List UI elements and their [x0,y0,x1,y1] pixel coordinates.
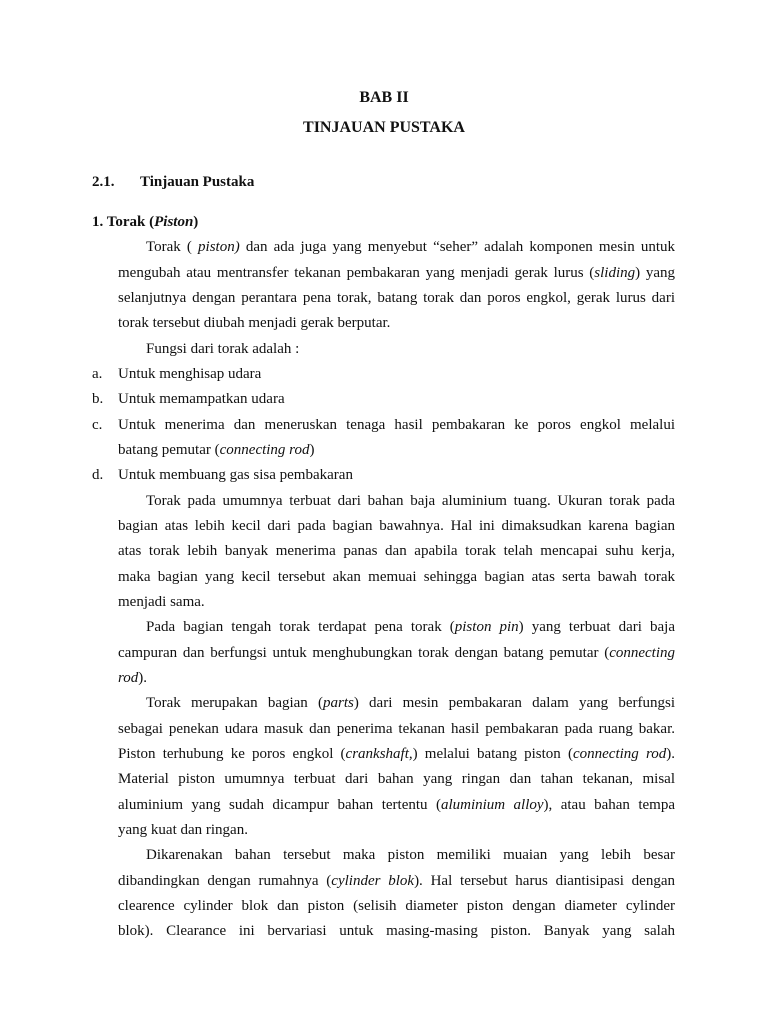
paragraph-line: selanjutnya dengan perantara pena torak, batang torak dan poros engkol, gerak lurus dari [118,290,675,306]
paragraph-line: aluminium yang sudah dicampur bahan tertentu (aluminium alloy), atau bahan tempa [118,797,675,813]
list-item: Untuk membuang gas sisa pembakaran [118,467,353,483]
list-marker: b. [92,391,104,407]
paragraph-line: Pada bagian tengah torak terdapat pena torak (piston pin) yang terbuat dari baja [146,619,675,635]
paragraph-line: yang kuat dan ringan. [118,822,248,838]
paragraph-line: dibandingkan dengan rumahnya (cylinder blok). Hal tersebut harus diantisipasi dengan [118,873,675,889]
section-number: 2.1. [92,174,115,190]
chapter-heading: BAB II [359,89,409,106]
paragraph-line: Torak ( piston) dan ada juga yang menyebut “seher” adalah komponen mesin untuk [146,239,675,255]
list-marker: a. [92,366,103,382]
list-item: Untuk menerima dan meneruskan tenaga hasil pembakaran ke poros engkol melalui [118,417,675,433]
subsection-heading: 1. Torak (Piston) [92,214,199,230]
chapter-title: TINJAUAN PUSTAKA [303,119,465,136]
list-marker: d. [92,467,104,483]
list-item-continuation: batang pemutar (connecting rod) [118,442,315,458]
paragraph-line: Piston terhubung ke poros engkol (crankshaft,) melalui batang piston (connecting rod). [118,746,675,762]
subsection-number: 1. [92,214,104,230]
paragraph-line: Dikarenakan bahan tersebut maka piston memiliki muaian yang lebih besar [146,847,675,863]
paragraph-line: sebagai penekan udara masuk dan penerima tekanan hasil pembakaran pada ruang bakar. [118,721,675,737]
paragraph-line: maka bagian yang kecil tersebut akan memuai sehingga bagian atas serta bawah torak [118,569,675,585]
paragraph-line: clearence cylinder blok dan piston (selisih diameter piston dengan diameter cylinder [118,898,675,914]
paragraph-line: bagian atas lebih kecil dari pada bagian bawahnya. Hal ini dimaksudkan karena bagian [118,518,675,534]
paragraph-line: atas torak lebih banyak menerima panas dan apabila torak telah mencapai suhu kerja, [118,543,675,559]
paragraph-line: mengubah atau mentransfer tekanan pembakaran yang menjadi gerak lurus (sliding) yang [118,265,675,281]
list-marker: c. [92,417,103,433]
paragraph-line: menjadi sama. [118,594,205,610]
list-item: Untuk memampatkan udara [118,391,285,407]
section-title: Tinjauan Pustaka [140,174,255,190]
paragraph-line: blok). Clearance ini bervariasi untuk masing-masing piston. Banyak yang salah [118,923,675,939]
paragraph-line: rod). [118,670,148,686]
paragraph-line: torak tersebut diubah menjadi gerak berputar. [118,315,391,331]
paragraph-line: Torak pada umumnya terbuat dari bahan baja aluminium tuang. Ukuran torak pada [146,493,675,509]
paragraph-line: Fungsi dari torak adalah : [146,341,300,357]
list-item: Untuk menghisap udara [118,366,262,382]
paragraph-line: Torak merupakan bagian (parts) dari mesin pembakaran dalam yang berfungsi [146,695,675,711]
paragraph-line: Material piston umumnya terbuat dari bahan yang ringan dan tahan tekanan, misal [118,771,675,787]
paragraph-line: campuran dan berfungsi untuk menghubungkan torak dengan batang pemutar (connecting [118,645,675,661]
